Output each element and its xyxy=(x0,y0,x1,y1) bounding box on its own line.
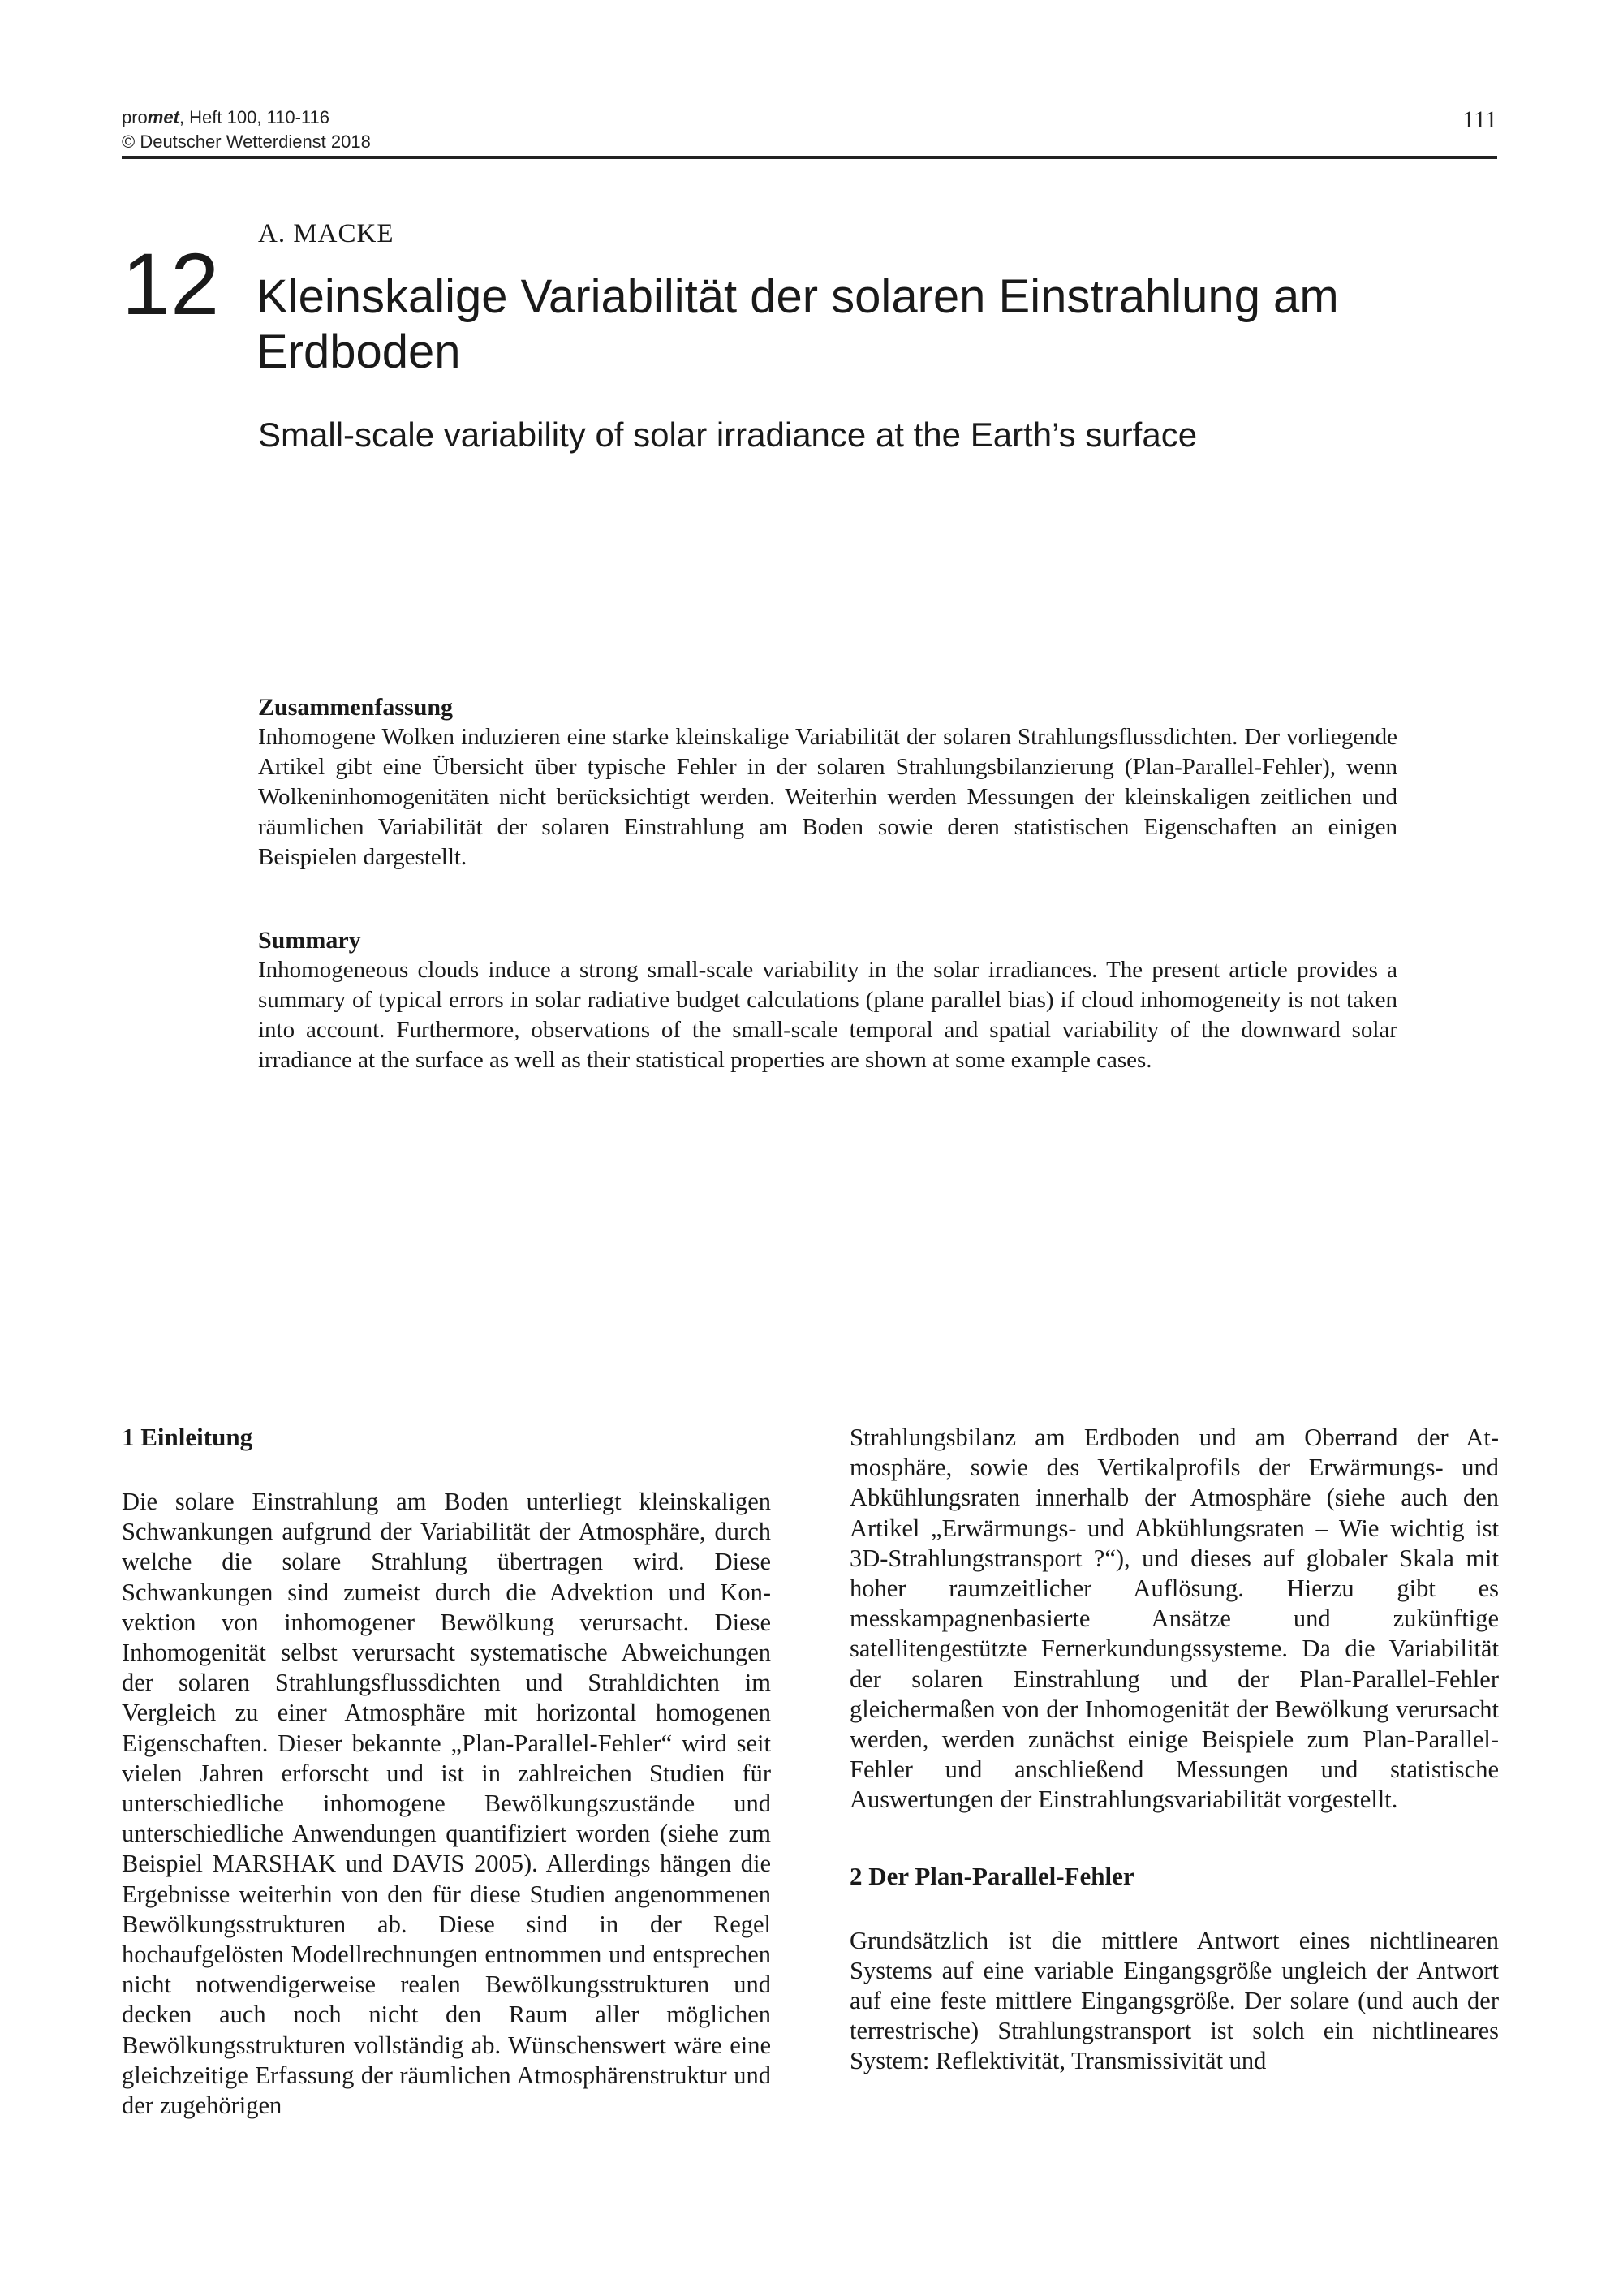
journal-issue: , Heft 100, 110-116 xyxy=(179,107,330,127)
article-title: Kleinskalige Variabilität der solaren Einstrahlung am Erdboden xyxy=(256,270,1339,378)
section-1-paragraph: Die solare Einstrahlung am Boden unterliegt kleinskaligen Schwankungen aufgrund der Variabilität der Atmosphäre, durch welche die solare Strahlung übertragen wird. Diese Schwankungen sind zumeist durch die Advektion und Konvektion von inhomogener Bewölkung verursacht. Diese Inhomogenität selbst verursacht systematische Abweichungen der solaren Strahlungsflussdichten und Strahldichten im Vergleich zu einer Atmosphäre mit horizontal homogenen Eigenschaften. Dieser bekannte „Plan-Parallel-Fehler“ wird seit vielen Jahren erforscht und ist in zahlreichen Studien für unterschiedliche inhomogene Bewölkungszustände und unterschiedliche Anwendungen quantifiziert worden (siehe zum Beispiel MARSHAK und DAVIS 2005). Allerdings hängen die Ergebnisse weiterhin von den für diese Studien angenommenen Bewölkungsstrukturen ab. Diese sind in der Regel hochaufgelösten Modellrechnungen entnommen und entsprechen nicht notwendigerweise realen Bewölkungsstrukturen und decken auch noch nicht den Raum aller möglichen Bewölkungsstrukturen vollständig ab. Wünschenswert wäre eine gleichzeitige Erfassung der räumlichen Atmosphärenstruktur und der zugehörigen xyxy=(122,1488,771,2120)
journal-citation xyxy=(122,106,371,130)
journal-info xyxy=(122,106,371,154)
abstract-english-text: Inhomogeneous clouds induce a strong small-scale variability in the solar irradiances. The present article provides a summary of typical errors in solar radiative budget calculations (plane parallel bias) if cloud inhomogeneity is not taken into account. Furthermore, observations of the small-scale temporal and spatial variability of the downward solar irradiance at the surface as well as their statistical properties are shown at some example cases. xyxy=(258,957,1397,1073)
abstract-german-heading: Zusammenfassung xyxy=(258,694,454,721)
copyright-line: © Deutscher Wetterdienst 2018 xyxy=(122,131,371,152)
page-number: 111 xyxy=(1462,106,1497,133)
abstract-english xyxy=(258,925,1397,1075)
author-name: A. MACKE xyxy=(258,219,394,248)
article-subtitle: Small-scale variability of solar irradiance at the Earth’s surface xyxy=(258,416,1198,454)
body-column-left xyxy=(122,1422,771,2121)
running-header xyxy=(122,104,1497,159)
abstract-german xyxy=(258,692,1397,872)
journal-prefix: pro xyxy=(122,107,148,127)
section-1-paragraph-continued: Strahlungsbilanz am Erdboden und am Oberrand der Atmosphäre, sowie des Vertikalprofils der Erwärmungs- und Abkühlungsraten innerhalb der Atmosphäre (siehe auch den Artikel „Erwärmungs- und Abkühlungsraten – Wie wichtig ist 3D-Strahlungstransport ?“), und dieses auf globaler Skala mit hoher raumzeitlicher Auflösung. Hierzu gibt es messkampagnenbasierte Ansätze und zukünftige satellitengestützte Fernerkundungssysteme. Da die Variabilität der solaren Einstrahlung und der Plan-Parallel-Fehler gleichermaßen von der Inhomogenität der Bewölkung verursacht werden, werden zunächst einige Beispiele zum Plan-Parallel-Fehler und anschließend Messungen und statistische Auswertungen der Einstrahlungsvariabilität vorgestellt. xyxy=(850,1424,1499,1814)
section-2-heading: 2 Der Plan-Parallel-Fehler xyxy=(850,1861,1134,1890)
abstract-english-heading: Summary xyxy=(258,927,361,954)
body-column-right xyxy=(850,1423,1499,2077)
journal-italic: met xyxy=(147,107,179,127)
section-2-paragraph: Grundsätzlich ist die mittlere Antwort eines nichtlinearen Systems auf eine variable Eingangsgröße ungleich der Antwort auf eine feste mittlere Eingangsgröße. Der solare (und auch der terrestrische) Strahlungstransport ist solch ein nichtlineares System: Reflektivität, Transmissivität und xyxy=(850,1926,1499,2075)
section-1-heading: 1 Einleitung xyxy=(122,1423,253,1451)
abstract-german-text: Inhomogene Wolken induzieren eine starke kleinskalige Variabilität der solaren Strahlungsflussdichten. Der vorliegende Artikel gibt eine Übersicht über typische Fehler in der solaren Strahlungsbilanzierung (Plan-Parallel-Fehler), wenn Wolkeninhomogenitäten nicht berücksichtigt werden. Weiterhin werden Messungen der kleinskaligen zeitlichen und räumlichen Variabilität der solaren Einstrahlung am Boden sowie deren statistischen Eigenschaften an einigen Beispielen dargestellt. xyxy=(258,724,1397,870)
chapter-number: 12 xyxy=(122,235,220,333)
